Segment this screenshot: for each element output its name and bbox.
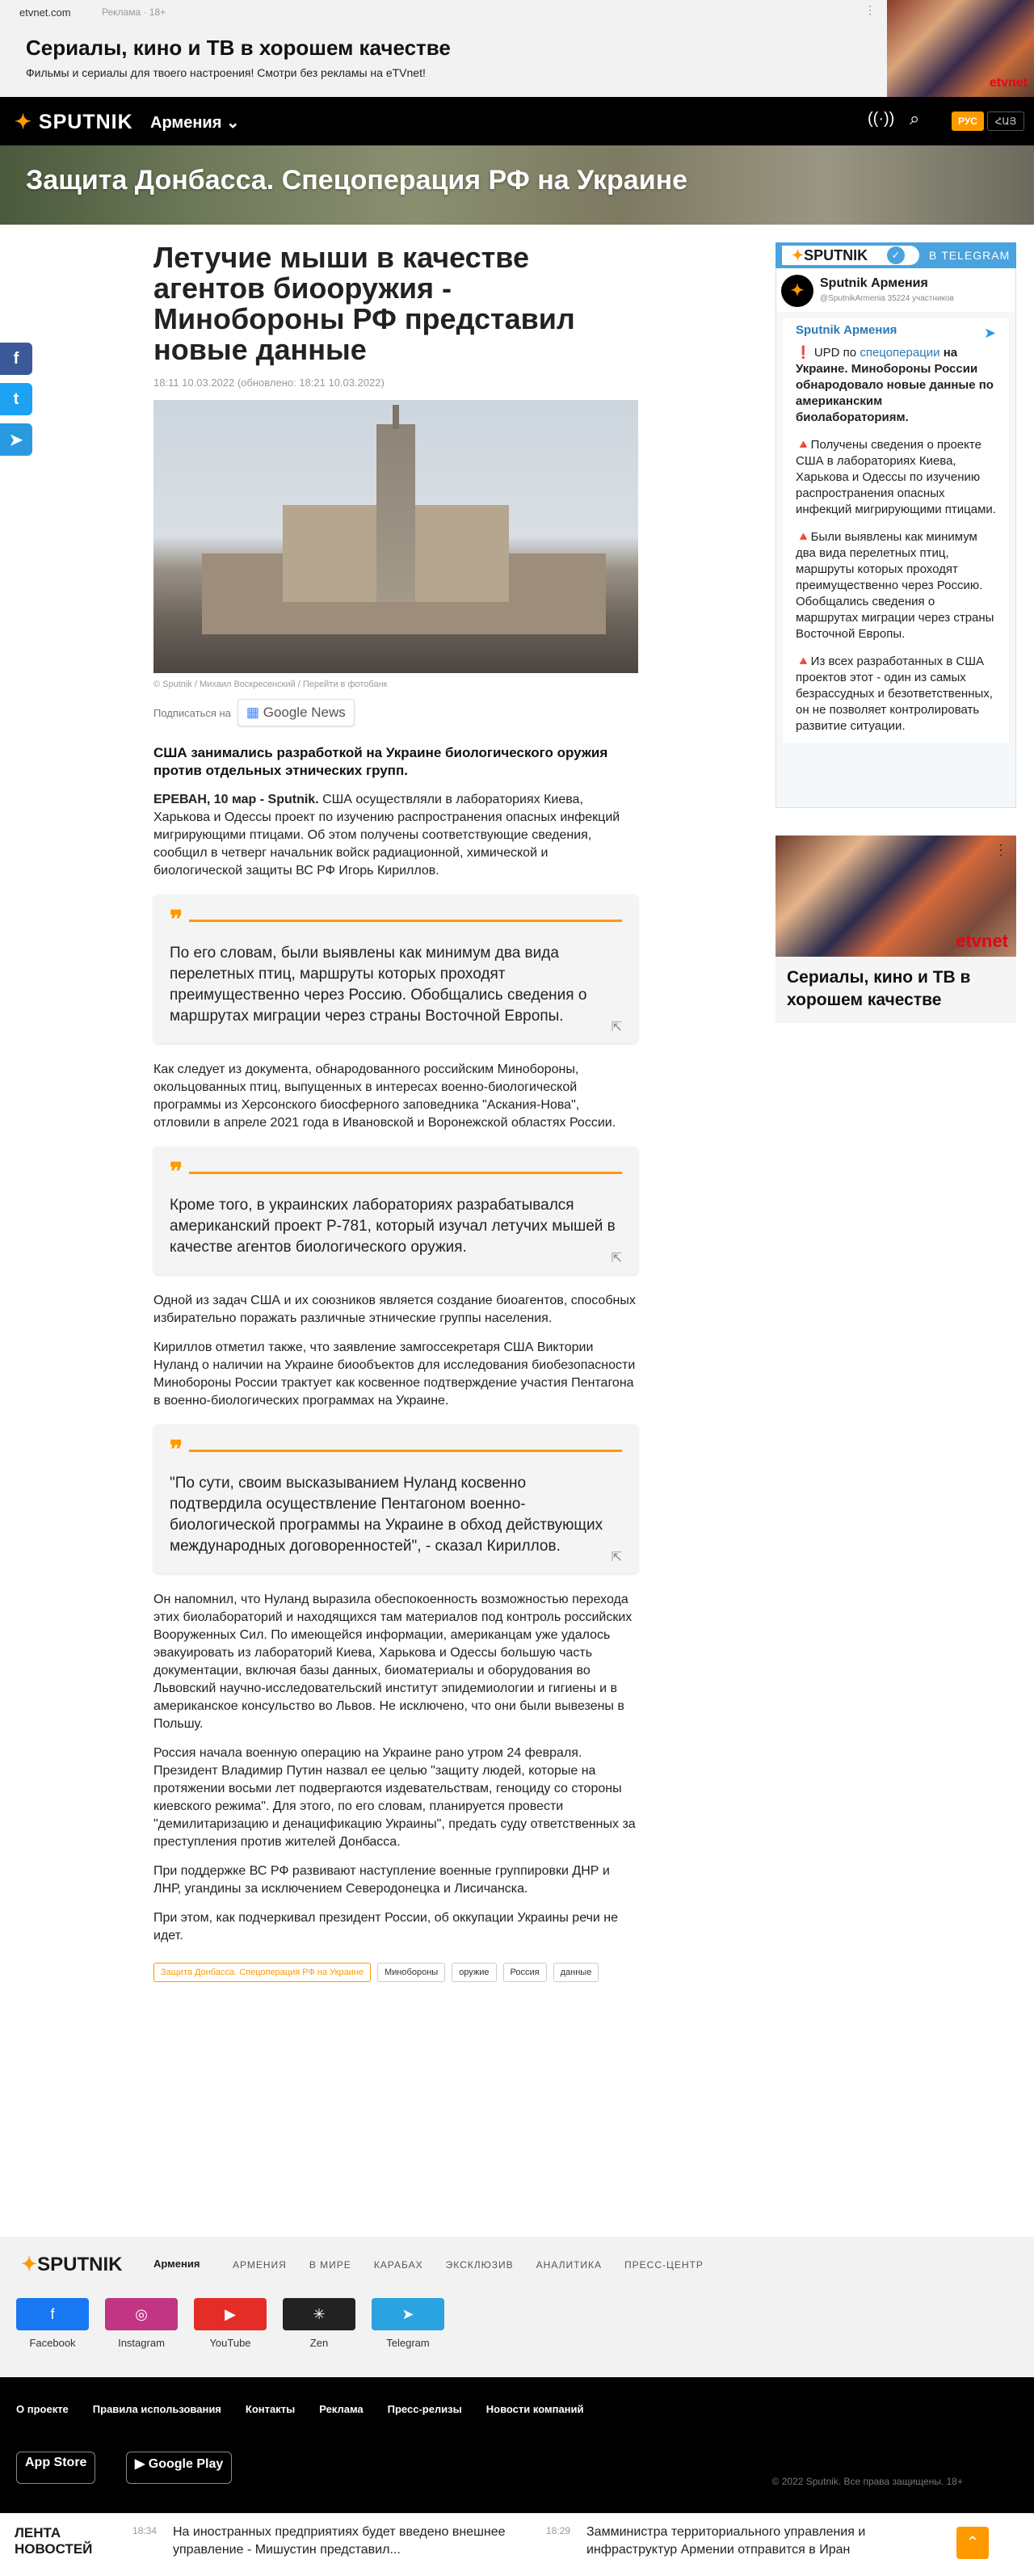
footer-link[interactable]: ЭКСКЛЮЗИВ xyxy=(445,2259,514,2271)
channel-subscribers: @SputnikArmenia 35224 участников xyxy=(820,294,954,303)
bottom-link[interactable]: Новости компаний xyxy=(485,2403,584,2415)
quote-share-icon[interactable]: ⇱ xyxy=(611,1252,622,1265)
telegram-feed[interactable] xyxy=(776,312,1016,808)
paragraph-8: При этом, как подчеркивал президент России, об оккупации Украины речи не идет. xyxy=(153,1911,619,1943)
share-bar xyxy=(0,343,32,464)
telegram-icon[interactable]: ➤ xyxy=(372,2298,444,2330)
quote-share-icon[interactable]: ⇱ xyxy=(611,1551,622,1564)
tag[interactable]: Защита Донбасса. Спецоперация РФ на Украине xyxy=(153,1963,371,1982)
sidebar-ad-menu-icon[interactable]: ⋮ xyxy=(994,842,1008,858)
telegram-widget-header[interactable] xyxy=(776,242,1016,268)
verified-icon: ✓ xyxy=(887,246,905,264)
telegram-widget xyxy=(776,242,1016,808)
facebook-icon[interactable]: f xyxy=(16,2298,89,2330)
footer-nav xyxy=(233,2259,704,2271)
telegram-link[interactable]: ➤ Telegram xyxy=(372,2298,444,2349)
facebook-link[interactable]: f Facebook xyxy=(16,2298,89,2349)
telegram-plane-icon: ➤ xyxy=(983,325,996,341)
google-news-button[interactable]: ▦ Google News xyxy=(237,699,355,726)
photo-credit[interactable]: © Sputnik / Михаил Воскресенский / Перейти в фотобанк xyxy=(153,680,388,689)
footer-link[interactable]: КАРАБАХ xyxy=(373,2259,423,2271)
instagram-link[interactable]: ◎ Instagram xyxy=(105,2298,178,2349)
footer-link[interactable]: В МИРЕ xyxy=(309,2259,351,2271)
bottom-link[interactable]: О проекте xyxy=(16,2403,69,2415)
channel-name[interactable]: Sputnik Армения xyxy=(820,276,928,290)
sidebar-ad[interactable] xyxy=(776,836,1016,1023)
ad-thumbnail[interactable] xyxy=(887,0,1034,97)
googleplay-button[interactable]: ▶ Google Play xyxy=(126,2452,232,2484)
quote-block-1 xyxy=(153,894,638,1043)
post-link[interactable]: спецоперации xyxy=(860,346,940,360)
quote-icon: ❞ xyxy=(170,1442,622,1458)
ad-subtitle: Фильмы и сериалы для твоего настроения! Смотри без рекламы на eTVnet! xyxy=(26,66,426,79)
paragraph-5: Он напомнил, что Нуланд выразила обеспокоенность возможностью перехода этих биолабораторий и находящихся там материалов под контроль российских Вооруженных Сил. По имеющейся информации, американцам уже удалось эвакуировать из лабораторий Киева, Харькова и Одессы большую часть документации, включая базы данных, биоматериалы и оборудования во Львовский научно-исследовательский институт эпидемиологии и гигиены и в американское консульство во Львов. Не исключено, что они были вывезены в Польшу. xyxy=(153,1593,633,1731)
ad-title[interactable]: Сериалы, кино и ТВ в хорошем качестве xyxy=(26,36,451,60)
paragraph-7: При поддержке ВС РФ развивают наступление военные группировки ДНР и ЛНР, угандины за исключением Северодонецка и Лисичанска. xyxy=(153,1864,610,1896)
bottom-footer xyxy=(0,2377,1034,2513)
lang-ru-button[interactable]: РУС xyxy=(952,112,984,131)
youtube-link[interactable]: ▶ YouTube xyxy=(194,2298,267,2349)
post-text-1: ❗️ UPD по спецоперации на Украине. Минобороны России обнародовало новые данные по американским биолабораториям. xyxy=(796,346,994,424)
footer-link[interactable]: АНАЛИТИКА xyxy=(536,2259,603,2271)
article-date: 18:11 10.03.2022 (обновлено: 18:21 10.03.2022) xyxy=(153,377,385,389)
quote-icon: ❞ xyxy=(170,1164,622,1181)
post-author[interactable]: Sputnik Армения xyxy=(796,323,897,337)
news-item[interactable]: Замминистра территориального управления и инфраструктур Армении отправится в Иран xyxy=(586,2525,866,2557)
post-text-3: 🔺Были выявлены как минимум два вида перелетных птиц, маршруты которых проходят преимущественно через Россию. Обобщались сведения о маршрутах миграции через страны Восточной Европы. xyxy=(796,530,994,641)
section-banner[interactable] xyxy=(0,145,1034,225)
quote-block-2 xyxy=(153,1147,638,1274)
footer-link[interactable]: ПРЕСС-ЦЕНТР xyxy=(624,2259,704,2271)
twitter-share-icon[interactable]: t xyxy=(0,383,32,415)
news-heading[interactable]: ЛЕНТА НОВОСТЕЙ xyxy=(15,2525,93,2557)
in-telegram-label: В TELEGRAM xyxy=(929,249,1011,262)
header-nav xyxy=(0,97,1034,145)
channel-avatar: ✦ xyxy=(781,275,813,307)
bottom-footer-links xyxy=(16,2403,584,2415)
telegram-brand: ✦SPUTNIK xyxy=(782,246,919,265)
tag[interactable]: оружие xyxy=(452,1963,496,1982)
appstore-button[interactable]: App Store xyxy=(16,2452,95,2484)
news-ticker xyxy=(0,2513,1034,2576)
scroll-up-icon[interactable]: ⌃ xyxy=(956,2527,989,2559)
gnews-icon: ▦ xyxy=(246,705,259,720)
bottom-link[interactable]: Контакты xyxy=(245,2403,296,2415)
ad-domain[interactable]: etvnet.com xyxy=(19,6,71,19)
paragraph-4: Кириллов отметил также, что заявление замгоссекретаря США Виктории Нуланд о наличии на Украине биообъектов для исследования биобезопасности Минобороны России трактует как косвенное подтверждение участия Пентагона в военно-биологических программах на Украине. xyxy=(153,1341,636,1408)
sidebar-ad-image[interactable] xyxy=(776,836,1016,957)
post-text-4: 🔺Из всех разработанных в США проектов этот - один из самых безрассудных и безответственных, он не позволяет контролировать развитие ситуации. xyxy=(796,655,993,733)
top-ad[interactable] xyxy=(0,0,1034,97)
copyright: © 2022 Sputnik. Все права защищены. 18+ xyxy=(771,2476,963,2487)
ad-logo: etvnet xyxy=(989,76,1028,90)
bottom-link[interactable]: Правила использования xyxy=(92,2403,221,2415)
article-photo[interactable] xyxy=(153,400,638,673)
tag[interactable]: данные xyxy=(553,1963,599,1982)
section-title[interactable]: Защита Донбасса. Спецоперация РФ на Украине xyxy=(26,165,688,196)
quote-block-3 xyxy=(153,1425,638,1573)
quote-text: Кроме того, в украинских лабораториях разрабатывался американский проект Р-781, который изучал летучих мышей в качестве агентов биологического оружия. xyxy=(170,1197,616,1256)
facebook-share-icon[interactable]: f xyxy=(0,343,32,375)
news-time: 18:29 xyxy=(546,2525,571,2536)
lang-am-button[interactable]: ՀԱՅ xyxy=(987,112,1024,131)
subscribe-row xyxy=(153,699,638,726)
article xyxy=(153,242,638,1982)
youtube-icon[interactable]: ▶ xyxy=(194,2298,267,2330)
paragraph-1: ЕРЕВАН, 10 мар - Sputnik. США осуществляли в лабораториях Киева, Харькова и Одессы проект по изучению распространения опасных инфекций мигрирующими птицами. Об этом получены соответствующие сведения, сообщил в четверг начальник войск радиационной, химической и биологической защиты ВС РФ Игорь Кириллов. xyxy=(153,793,620,878)
subscribe-label: Подписаться на xyxy=(153,706,231,719)
play-icon: ▶ xyxy=(135,2457,145,2471)
post-text-2: 🔺Получены сведения о проекте США в лабораториях Киева, Харькова и Одессы по изучению распространения опасных инфекций мигрирующими птицами. xyxy=(796,438,996,516)
tag-list xyxy=(153,1963,638,1982)
search-icon[interactable]: ⌕ xyxy=(910,108,920,128)
footer-logo[interactable]: ✦SPUTNIK xyxy=(21,2254,123,2275)
article-title: Летучие мыши в качестве агентов биооружия - Минобороны РФ представил новые данные xyxy=(153,241,575,366)
footer xyxy=(0,2237,1034,2377)
instagram-icon[interactable]: ◎ xyxy=(105,2298,178,2330)
quote-text: "По сути, своим высказыванием Нуланд косвенно подтвердила осуществление Пентагоном военно-биологической программы на Украине в обход действующих международных договоренностей", - сказал Кириллов. xyxy=(170,1475,603,1555)
social-links xyxy=(16,2298,444,2349)
telegram-channel[interactable] xyxy=(776,268,1016,312)
article-lead: США занимались разработкой на Украине биологического оружия против отдельных этнических групп. xyxy=(153,745,608,778)
footer-link[interactable]: АРМЕНИЯ xyxy=(233,2259,287,2271)
logo-star-icon: ✦ xyxy=(15,111,32,133)
sidebar-ad-title[interactable]: Сериалы, кино и ТВ в хорошем качестве xyxy=(787,968,971,1009)
telegram-post xyxy=(783,318,1009,743)
paragraph-2: Как следует из документа, обнародованного российским Минобороны, окольцованных птиц, выпущенных в интересах военно-биологической программы из Херсонского биосферного заповедника "Аскания-Нова", отловили в апреле 2021 года в Ивановской и Воронежской областях России. xyxy=(153,1063,616,1130)
tag[interactable]: Россия xyxy=(503,1963,547,1982)
news-time: 18:34 xyxy=(132,2525,158,2536)
ad-menu-icon[interactable]: ⋮ xyxy=(864,3,876,16)
tag[interactable]: Минобороны xyxy=(377,1963,445,1982)
region-selector[interactable]: Армения ⌄ xyxy=(150,114,240,132)
paragraph-3: Одной из задач США и их союзников является создание биоагентов, способных избирательно поражать различные этнические группы населения. xyxy=(153,1294,636,1325)
quote-text: По его словам, были выявлены как минимум два вида перелетных птиц, маршруты которых проходят преимущественно через Россию. Обобщались сведения о маршрутах миграции через страны Восточной Европы. xyxy=(170,945,587,1025)
ad-label: Реклама · 18+ xyxy=(102,6,166,18)
telegram-share-icon[interactable]: ➤ xyxy=(0,423,32,456)
zen-icon[interactable]: ✳ xyxy=(283,2298,355,2330)
paragraph-6: Россия начала военную операцию на Украине рано утром 24 февраля. Президент Владимир Путин назвал ее целью "защиту людей, которые на протяжении восьми лет подвергаются издевательствам, геноциду со стороны киевского режима". Для этого, по его словам, планируется провести "демилитаризацию и денацификацию Украины", предать суду ответственных за преступления против жителей Донбасса. xyxy=(153,1746,636,1849)
quote-icon: ❞ xyxy=(170,912,622,928)
bottom-link[interactable]: Реклама xyxy=(319,2403,364,2415)
sputnik-logo[interactable]: ✦ SPUTNIK xyxy=(15,111,133,133)
sidebar-ad-logo: etvnet xyxy=(956,931,1008,951)
zen-link[interactable]: ✳ Zen xyxy=(283,2298,355,2349)
news-item[interactable]: На иностранных предприятиях будет введено внешнее управление - Мишустин представил... xyxy=(173,2525,506,2557)
bottom-link[interactable]: Пресс-релизы xyxy=(387,2403,462,2415)
quote-share-icon[interactable]: ⇱ xyxy=(611,1021,622,1034)
footer-region: Армения xyxy=(153,2258,200,2270)
radio-icon[interactable]: ((·)) xyxy=(868,110,895,128)
